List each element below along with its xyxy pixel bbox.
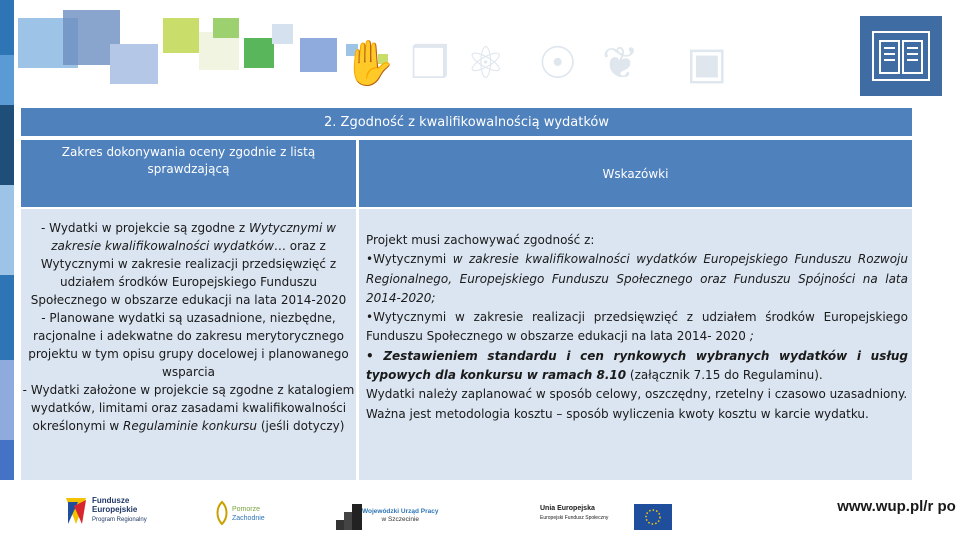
eu-flag-icon: [634, 504, 672, 530]
hints-paragraph-2: Wydatki należy zaplanować w sposób celowy, oszczędny, rzetelny i czasowo uzasadniony.: [366, 387, 908, 402]
scope-cell: [21, 209, 356, 480]
book-icon: [872, 31, 930, 81]
hand-watermark-icon: ✋: [342, 38, 397, 89]
hints-bullet-3: • Zestawieniem standardu i cen rynkowych wybranych wydatków i usług typowych dla konkursu w ramach 8.10 (załącznik 7.15 do Regulaminu).: [366, 348, 908, 383]
hints-paragraph-3: Ważna jest metodologia kosztu – sposób wyliczenia kwoty kosztu w karcie wydatku.: [366, 406, 869, 421]
train-watermark-icon: ▣: [686, 38, 728, 89]
handshake-watermark-icon: ☉: [538, 38, 578, 89]
logo-wup-szczecin: Wojewódzki Urząd Pracy w Szczecinie: [336, 500, 476, 530]
book-icon-box: [860, 16, 942, 96]
logo-fundusze-europejskie: Fundusze Europejskie Program Regionalny: [64, 494, 164, 530]
scope-item-2: - Planowane wydatki są uzasadnione, niezbędne, racjonalne i adekwatne do zakresu merytorycznego projektu w tym opisu grupy docelowej i planowanego wsparcia: [28, 311, 349, 379]
atom-watermark-icon: ⚛: [466, 38, 506, 89]
column-header-hints-label: Wskazówki: [602, 166, 669, 181]
website-url[interactable]: www.wup.pl/r po: [833, 497, 960, 540]
section-title-bar: [21, 108, 912, 138]
logo-unia-europejska: Unia Europejska Europejski Fundusz Społeczny: [540, 504, 675, 530]
column-header-hints: [359, 140, 912, 207]
hints-cell: [359, 209, 912, 480]
book-watermark-icon: ❒: [410, 38, 450, 89]
hints-bullet-2: •Wytycznymi w zakresie realizacji przedsięwzięć z udziałem środków Europejskiego Funduszu Społecznego w obszarze edukacji na lata 2014- 2020 ;: [366, 310, 908, 344]
leaf-watermark-icon: ❦: [602, 38, 639, 89]
pomorze-leaf-icon: [214, 500, 230, 526]
wup-steps-icon: [336, 500, 362, 530]
hints-intro: Projekt musi zachowywać zgodność z:: [366, 233, 595, 247]
column-header-scope: Zakres dokonywania oceny zgodnie z listą sprawdzającą: [21, 140, 356, 207]
scope-item-1: - Wydatki w projekcie są zgodne z Wytycznymi w zakresie kwalifikowalności wydatków… oraz z Wytycznymi w zakresie realizacji przedsięwzięć z udziałem środków Europejskiego Funduszu Społecznego w obszarze edukacji na lata 2014-2020: [30, 221, 347, 307]
section-title: 2. Zgodność z kwalifikowalnością wydatków: [324, 115, 609, 130]
hints-bullet-1: •Wytycznymi w zakresie kwalifikowalności wydatków Europejskiego Funduszu Rozwoju Regionalnego, Europejskiego Funduszu Społecznego oraz Funduszu Spójności na lata 2014-2020;: [366, 252, 908, 305]
fe-star-icon: [64, 494, 88, 528]
logo-pomorze-zachodnie: Pomorze Zachodnie: [214, 500, 274, 530]
scope-item-3: - Wydatki założone w projekcie są zgodne z katalogiem wydatków, limitami oraz zasadami kwalifikowalności określonymi w Regulaminie konkursu (jeśli dotyczy): [22, 383, 355, 433]
left-color-stripe: [0, 0, 14, 540]
